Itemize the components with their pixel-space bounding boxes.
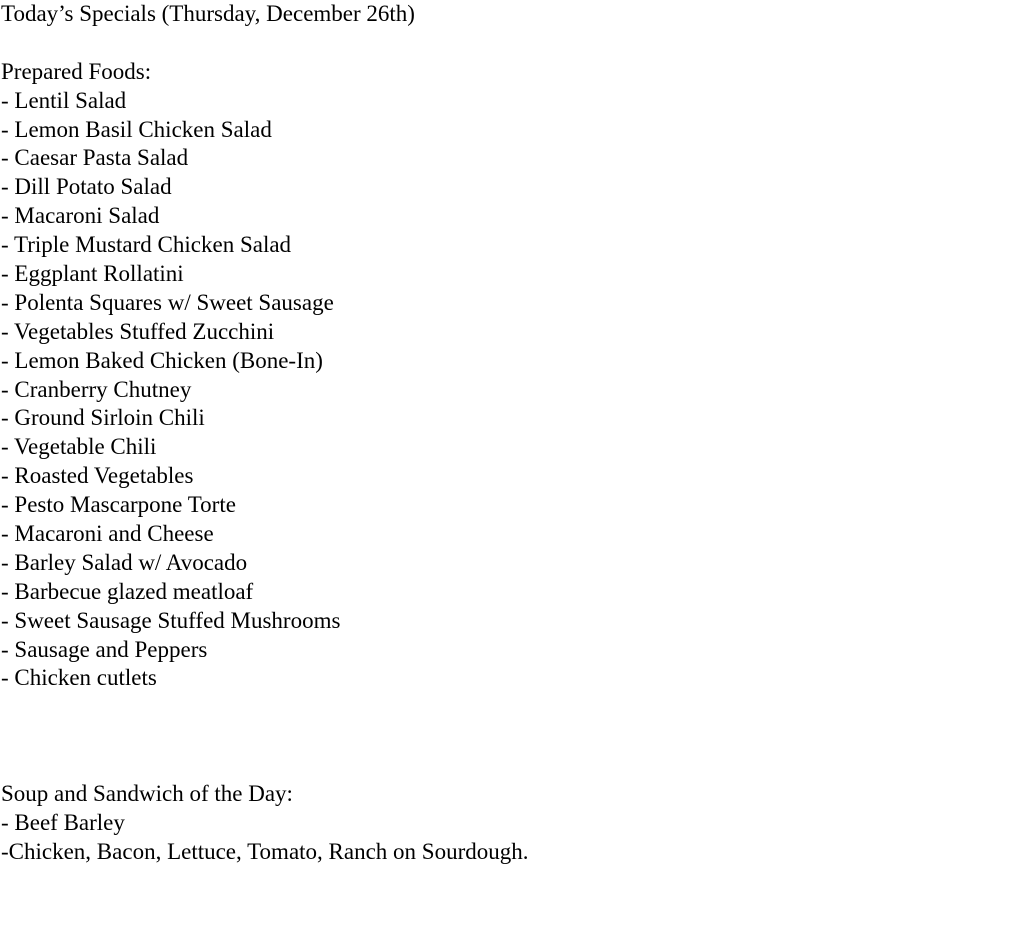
page-title: Today’s Specials (Thursday, December 26th) <box>1 1 415 26</box>
list-item: - Roasted Vegetables <box>1 463 194 489</box>
list-item: - Vegetables Stuffed Zucchini <box>1 318 275 344</box>
list-item: - Eggplant Rollatini <box>1 261 184 287</box>
blank-line <box>1 29 1021 58</box>
blank-lines <box>1 693 1021 780</box>
list-item: - Chicken cutlets <box>1 665 157 691</box>
specials-document <box>1 0 1021 867</box>
list-item: - Lentil Salad <box>1 87 127 113</box>
list-item: - Pesto Mascarpone Torte <box>1 492 236 518</box>
list-item: - Caesar Pasta Salad <box>1 145 189 171</box>
list-item: - Lemon Basil Chicken Salad <box>1 116 272 142</box>
soup-sandwich-heading: Soup and Sandwich of the Day: <box>1 781 293 807</box>
prepared-foods-heading: Prepared Foods: <box>1 58 152 84</box>
list-item: - Dill Potato Salad <box>1 174 172 200</box>
list-item: - Sausage and Peppers <box>1 636 208 662</box>
list-item: - Barbecue glazed meatloaf <box>1 578 254 604</box>
list-item: - Polenta Squares w/ Sweet Sausage <box>1 289 334 315</box>
list-item: - Barley Salad w/ Avocado <box>1 549 248 575</box>
list-item: - Lemon Baked Chicken (Bone-In) <box>1 347 323 373</box>
list-item: - Vegetable Chili <box>1 434 157 460</box>
list-item: - Macaroni Salad <box>1 203 160 229</box>
list-item: - Beef Barley <box>1 809 125 835</box>
list-item: - Ground Sirloin Chili <box>1 405 205 431</box>
list-item: - Macaroni and Cheese <box>1 521 214 547</box>
list-item: - Sweet Sausage Stuffed Mushrooms <box>1 607 341 633</box>
list-item: -Chicken, Bacon, Lettuce, Tomato, Ranch on Sourdough. <box>1 838 529 864</box>
soup-sandwich-section <box>1 780 1021 867</box>
list-item: - Triple Mustard Chicken Salad <box>1 232 292 258</box>
prepared-foods-section <box>1 58 1021 694</box>
list-item: - Cranberry Chutney <box>1 376 192 402</box>
